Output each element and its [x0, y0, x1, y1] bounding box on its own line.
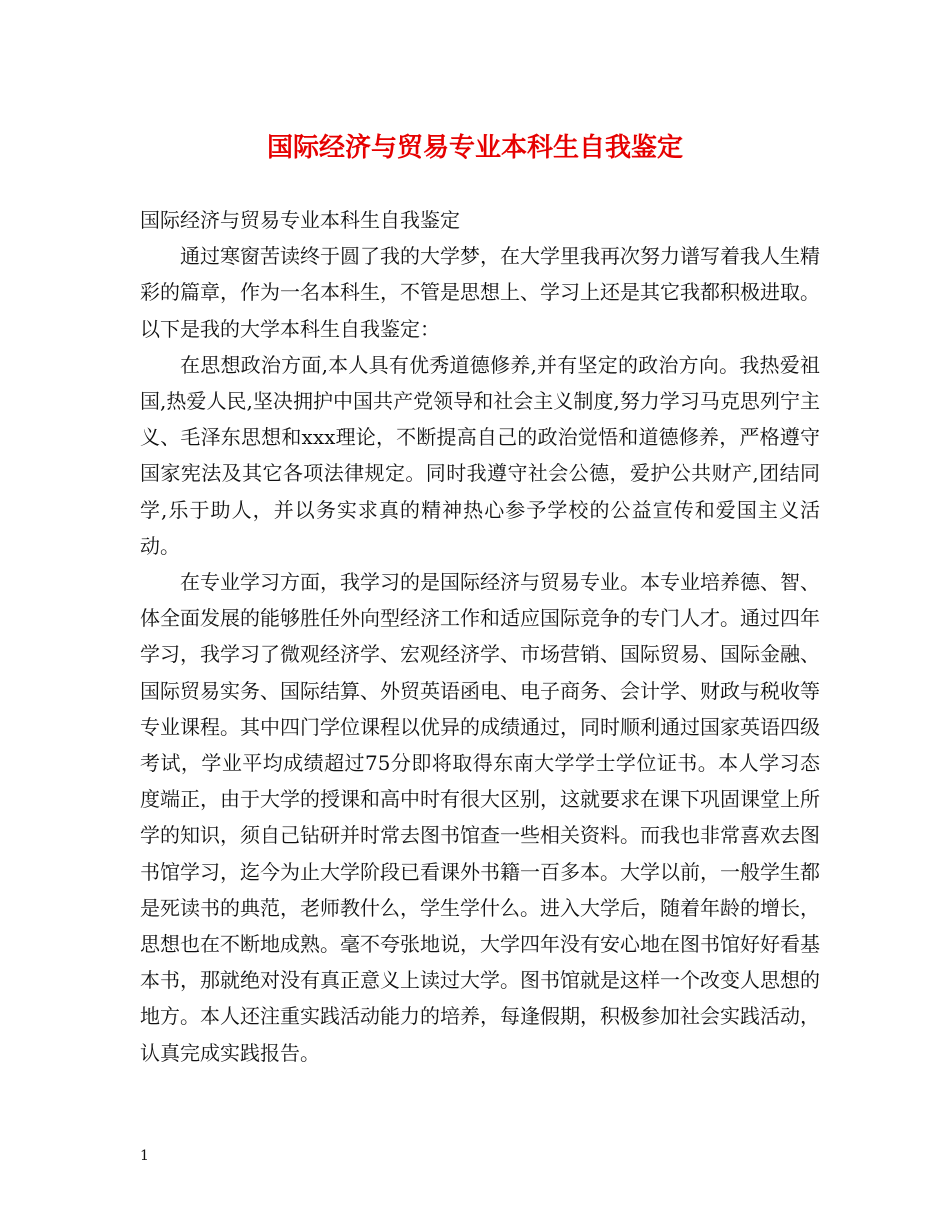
- document-title: 国际经济与贸易专业本科生自我鉴定: [266, 133, 683, 163]
- paragraph-study: 在专业学习方面，我学习的是国际经济与贸易专业。本专业培养德、智、体全面发展的能够胜任外向型经济工作和适应国际竞争的专门人才。通过四年学习，我学习了微观经济学、宏观经济学、市场营销、国际贸易、国际金融、国际贸易实务、国际结算、外贸英语函电、电子商务、会计学、财政与税收等专业课程。其中四门学位课程以优异的成绩通过，同时顺利通过国家英语四级考试，学业平均成绩超过75分即将取得东南大学学士学位证书。本人学习态度端正，由于大学的授课和高中时有很大区别，这就要求在课下巩固课堂上所学的知识，须自己钻研并时常去图书馆查一些相关资料。而我也非常喜欢去图书馆学习，迄今为止大学阶段已看课外书籍一百多本。大学以前，一般学生都是死读书的典范，老师教什么，学生学什么。进入大学后，随着年龄的增长，思想也在不断地成熟。毫不夸张地说，大学四年没有安心地在图书馆好好看基本书，那就绝对没有真正意义上读过大学。图书馆就是这样一个改变人思想的地方。本人还注重实践活动能力的培养，每逢假期，积极参加社会实践活动，认真完成实践报告。: [140, 570, 820, 1065]
- paragraph-intro: 通过寒窗苦读终于圆了我的大学梦，在大学里我再次努力谱写着我人生精彩的篇章，作为一名本科生，不管是思想上、学习上还是其它我都积极进取。以下是我的大学本科生自我鉴定：: [140, 244, 820, 341]
- paragraph-political: 在思想政治方面,本人具有优秀道德修养,并有坚定的政治方向。我热爱祖国,热爱人民,坚决拥护中国共产党领导和社会主义制度,努力学习马克思列宁主义、毛泽东思想和xxx理论，不断提高自己的政治觉悟和道德修养，严格遵守国家宪法及其它各项法律规定。同时我遵守社会公德，爱护公共财产,团结同学,乐于助人，并以务实求真的精神热心参予学校的公益宣传和爱国主义活动。: [140, 352, 820, 558]
- document-body: [140, 202, 820, 1071]
- page-number: 1: [140, 1148, 149, 1164]
- document-subtitle: 国际经济与贸易专业本科生自我鉴定: [140, 208, 460, 232]
